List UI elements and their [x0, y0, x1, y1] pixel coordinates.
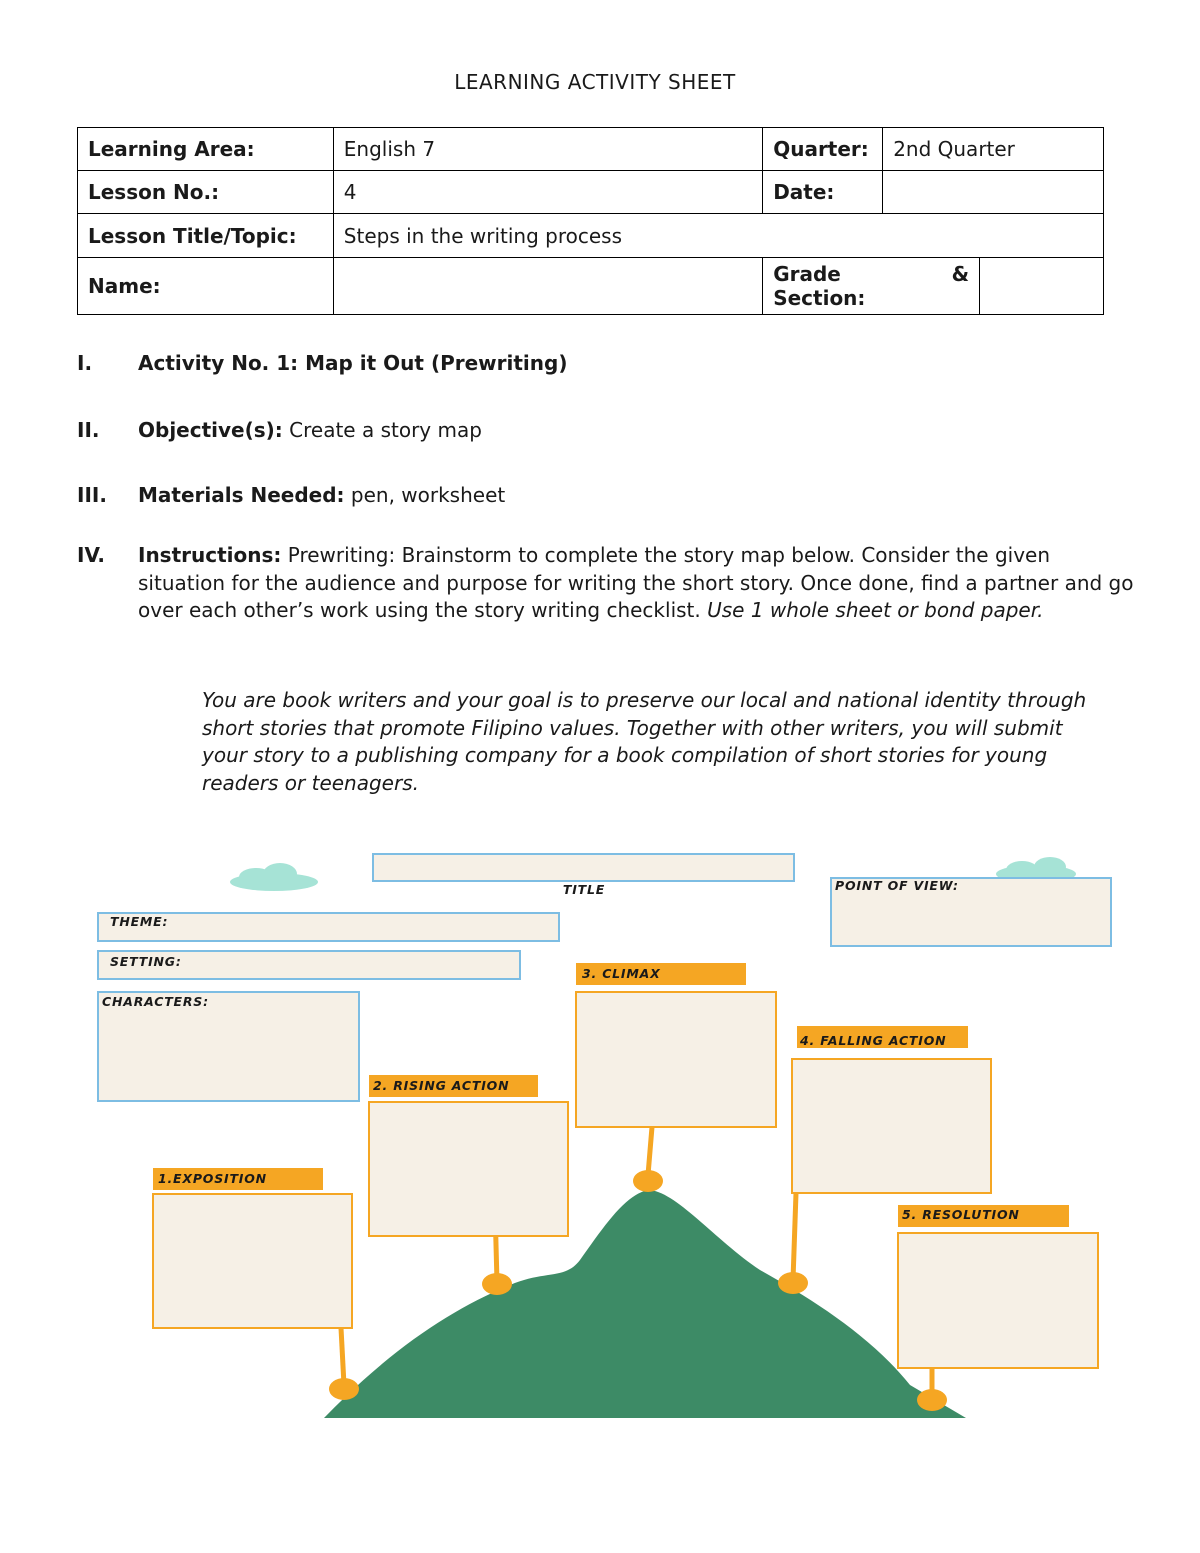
quarter-value[interactable]: 2nd Quarter — [883, 128, 1104, 171]
section-materials — [77, 482, 1137, 510]
date-value[interactable] — [883, 171, 1104, 214]
exposition-label: 1.EXPOSITION — [158, 1171, 267, 1186]
point-of-view-label: POINT OF VIEW: — [835, 878, 959, 893]
page-title: LEARNING ACTIVITY SHEET — [454, 70, 736, 94]
quarter-label: Quarter: — [763, 128, 883, 171]
grade-amp: & — [951, 262, 970, 286]
story-map — [0, 830, 1200, 1430]
learning-area-value[interactable]: English 7 — [333, 128, 762, 171]
materials-text: pen, worksheet — [344, 483, 506, 507]
instructions-label: Instructions: — [138, 543, 282, 567]
learning-area-label: Learning Area: — [78, 128, 334, 171]
cloud-left-icon — [230, 863, 318, 891]
resolution-point — [917, 1389, 947, 1411]
section-number: III. — [77, 483, 107, 507]
falling-action-label: 4. FALLING ACTION — [800, 1033, 947, 1048]
section-objectives — [77, 417, 1137, 445]
climax-pole — [648, 1127, 652, 1175]
name-value[interactable] — [333, 258, 762, 315]
scenario-text: You are book writers and your goal is to preserve our local and national identity through short stories that promote Filipino values. Together with other writers, you will submit your story to a publishing company for a book compilation of short stories for young readers or teenagers. — [202, 688, 1087, 795]
section-instructions — [77, 542, 1137, 625]
falling-action-point — [778, 1272, 808, 1294]
instructions-note: Use 1 whole sheet or bond paper. — [707, 598, 1044, 622]
lesson-title-value[interactable]: Steps in the writing process — [333, 214, 1103, 258]
lesson-no-value[interactable]: 4 — [333, 171, 762, 214]
setting-label: SETTING: — [110, 954, 182, 969]
objectives-label: Objective(s): — [138, 418, 283, 442]
title-label: TITLE — [562, 882, 606, 897]
resolution-label: 5. RESOLUTION — [902, 1207, 1020, 1222]
falling-action-field[interactable] — [792, 1059, 991, 1193]
characters-label: CHARACTERS: — [102, 994, 209, 1009]
falling-action-pole — [793, 1193, 796, 1280]
name-label: Name: — [78, 258, 334, 315]
section-number: II. — [77, 418, 100, 442]
section-activity — [77, 350, 1137, 378]
grade-label: Grade — [773, 262, 841, 286]
instructions-text: Prewriting: Brainstorm to complete the story map below. Consider the given situation for the audience and purpose for writing the short story. Once done, find a partner and go over each other’s work using the story writing checklist. — [138, 543, 1134, 622]
materials-label: Materials Needed: — [138, 483, 345, 507]
climax-field[interactable] — [576, 992, 776, 1127]
lesson-no-label: Lesson No.: — [78, 171, 334, 214]
section-label: Section: — [773, 286, 866, 310]
section-number: IV. — [77, 543, 105, 567]
exposition-point — [329, 1378, 359, 1400]
exposition-pole — [341, 1328, 344, 1385]
climax-point — [633, 1170, 663, 1192]
lesson-title-label: Lesson Title/Topic: — [78, 214, 334, 258]
section-number: I. — [77, 351, 93, 375]
climax-label: 3. CLIMAX — [582, 966, 661, 981]
activity-heading: Activity No. 1: Map it Out (Prewriting) — [138, 351, 568, 375]
grade-section-value[interactable] — [980, 258, 1104, 315]
rising-action-point — [482, 1273, 512, 1295]
rising-action-label: 2. RISING ACTION — [373, 1078, 510, 1093]
theme-label: THEME: — [110, 914, 169, 929]
resolution-field[interactable] — [898, 1233, 1098, 1368]
grade-section-label — [763, 258, 980, 315]
objectives-text: Create a story map — [282, 418, 482, 442]
exposition-field[interactable] — [153, 1194, 352, 1328]
date-label: Date: — [763, 171, 883, 214]
info-table — [77, 127, 1104, 315]
title-field[interactable] — [373, 854, 794, 881]
rising-action-field[interactable] — [369, 1102, 568, 1236]
